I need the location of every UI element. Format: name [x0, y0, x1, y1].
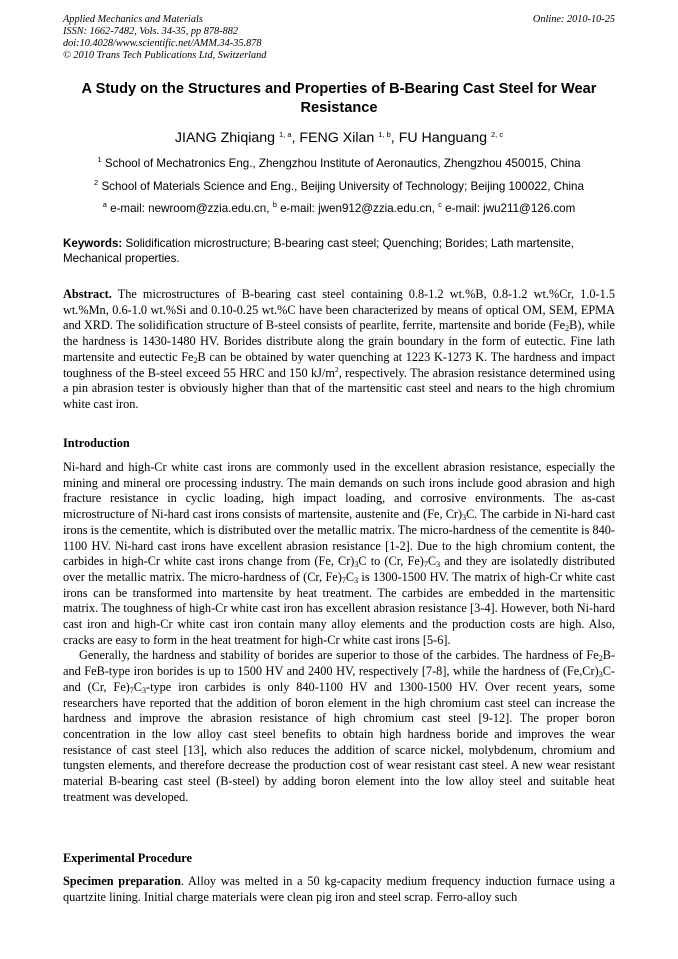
issn-line: ISSN: 1662-7482, Vols. 34-35, pp 878-882: [63, 26, 239, 37]
affiliation-text: School of Mechatronics Eng., Zhengzhou Institute of Aeronautics, Zhengzhou 450015, China: [104, 157, 581, 170]
email-sup: b: [272, 200, 277, 209]
copyright-line: © 2010 Trans Tech Publications Ltd, Switzerland: [63, 50, 267, 61]
author-sup: 2, c: [490, 130, 504, 139]
abstract-block: [63, 287, 615, 413]
introduction-body: [63, 460, 615, 805]
intro-paragraph-2: Generally, the hardness and stability of borides are superior to those of the carbides. The hardness of $Fe_2B-$ and FeB-type iron borides is up to 1500 HV and 2400 HV, respectively [7-8], while the hardness of $(Fe,Cr)_3C-$ and (Cr, $Fe)_7C_3$-type iron carbides is only 840-1100 HV and 1300-1500 HV. Over recent years, some researchers have reported that the addition of boron element in the high chromium cast steel can increase the hardness and improve the abrasion resistance of high chromium cast steel [9-12]. The proper boron concentration in the low alloy cast steel benefits to obtain high hardness boride and improves the wear resistance of cast steel [13], which also reduces the addition of scarce nickel, molybdenum, chromium and tungsten elements, and therefore decrease the production cost of wear resistant cast steel. A new wear resistant material B-bearing cast steel (B-steel) by adding boron element into the low alloy steel and suitable heat treatment was developed.: [63, 648, 615, 804]
journal-name: Applied Mechanics and Materials: [63, 14, 203, 25]
keywords-label: Keywords:: [63, 237, 123, 250]
affiliation-sup: 2: [94, 178, 99, 187]
affiliation-2: [63, 180, 615, 194]
author-list: [63, 128, 615, 148]
email-text: e-mail: newroom@zzia.edu.cn: [110, 202, 267, 215]
affiliation-sup: 1: [97, 155, 102, 164]
experimental-heading: Experimental Procedure: [63, 851, 192, 865]
author-name: FENG Xilan: [299, 130, 375, 146]
introduction-heading: Introduction: [63, 436, 130, 450]
keywords-block: [63, 236, 615, 266]
abstract-label: Abstract.: [63, 287, 112, 301]
experimental-body: [63, 874, 615, 905]
intro-paragraph-1: Ni-hard and high-Cr white cast irons are commonly used in the excellent abrasion resistance, especially the mining and mineral ore processing industry. The main demands on such irons include good abrasion and high fracture resistance in cyclic loading, high impact loading, and corrosive environments. The as-cast microstructure of Ni-hard cast irons consists of martensite, austenite and (Fe, $Cr)_3C$. The carbide in Ni-hard cast irons is the cementite, which is distributed over the metallic matrix. The micro-hardness of the cementite is 840-1100 HV. Ni-hard cast irons have excellent abrasion resistance [1-2]. Due to the high chromium content, the carbides in high-Cr white cast irons change from (Fe, $Cr)_3C$ to (Cr, $Fe)_7C_3$ and they are isolatedly distributed over the metallic matrix. The micro-hardness of (Cr, $Fe)_7C_3$ is 1300-1500 HV. The matrix of high-Cr white cast irons can be transformed into martensite by heat treatment. The carbides are embedded in the martensitic matrix. The toughness of high-Cr white cast iron has excellent abrasion resistance [3-4]. However, both Ni-hard cast iron and high-Cr white cast iron contain many alloy elements and the production costs are high. Also, cracks are easy to form in the heat treatment for high-Cr white cast irons [5-6].: [63, 460, 616, 647]
paper-title: A Study on the Structures and Properties of B-Bearing Cast Steel for Wear Resistance: [81, 81, 597, 116]
keywords-text: Solidification microstructure; B-bearing cast steel; Quenching; Borides; Lath martensite, Mechanical properties.: [63, 237, 575, 265]
author-name: JIANG Zhiqiang: [174, 130, 276, 146]
email-sup: a: [102, 200, 107, 209]
email-text: e-mail: jwen912@zzia.edu.cn: [280, 202, 432, 215]
email-text: e-mail: jwu211@126.com: [445, 202, 576, 215]
abstract-text: The microstructures of B-bearing cast steel containing 0.8-1.2 wt.%B, 0.8-1.2 wt.%Cr, 1.0-1.5 wt.%Mn, 0.6-1.0 wt.%Si and 0.10-0.25 wt.%C have been characterized by means of optical OM, SEM, EPMA and XRD. The solidification structure of B-steel consists of pearlite, ferrite, martensite and boride $(Fe_2B)$, while the hardness is 1430-1480 HV. Borides distribute along the grain boundary in the form of eutectic. Fine lath martensite and eutectic $Fe_2B$ can be obtained by water quenching at 1223 K-1273 K. The hardness and impact toughness of the B-steel exceed 55 HRC and 150 $kJ/m^2$, respectively. The abrasion resistance determined using a pin abrasion tester is obviously higher than that of the martensitic cast steel and nears to the high chromium white cast iron.: [63, 287, 616, 411]
journal-header: [63, 14, 615, 62]
specimen-text: . Alloy was melted in a 50 kg-capacity medium frequency induction furnace using a quartzite lining. Initial charge materials were clean pig iron and steel scrap. Ferro-alloy such: [63, 874, 616, 904]
author-sup: 1, b: [378, 130, 391, 139]
email-line: $^a$ e-mail: newroom@zzia.edu.cn, $^b$ e-mail: jwen912@zzia.edu.cn, $^c$ e-mail: jwu211@126.com: [102, 200, 576, 215]
specimen-label: Specimen preparation: [63, 874, 181, 888]
author-separator: ,: [390, 130, 399, 146]
doi-line: doi:10.4028/www.scientific.net/AMM.34-35.878: [63, 38, 262, 49]
affiliation-text: School of Materials Science and Eng., Beijing University of Technology; Beijing 100022, China: [101, 180, 584, 193]
email-sup: c: [438, 200, 442, 209]
affiliation-1: [63, 157, 615, 171]
author-name: FU Hanguang: [398, 130, 488, 146]
author-separator: ,: [291, 130, 300, 146]
author-sup: 1, a: [279, 130, 292, 139]
online-date: Online: 2010-10-25: [532, 14, 615, 25]
